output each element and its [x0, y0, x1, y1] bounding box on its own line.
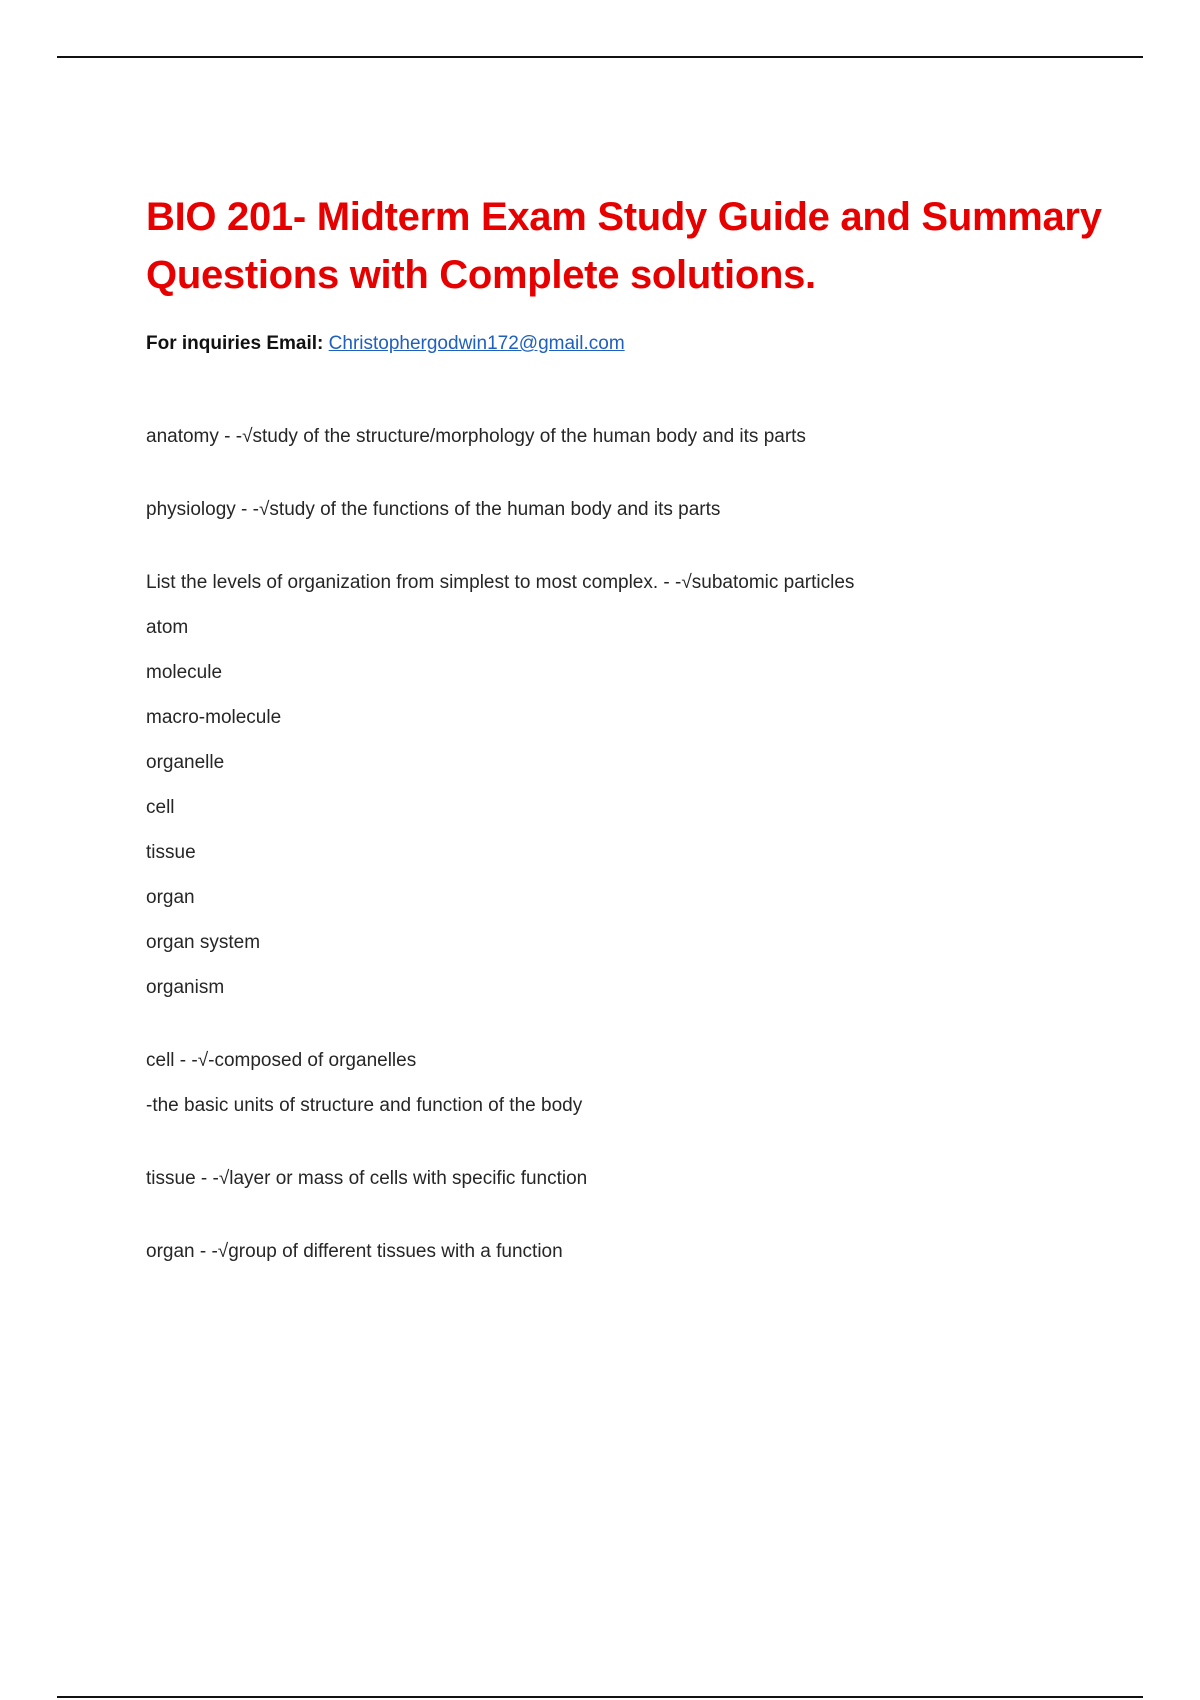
qa-entry: [146, 571, 1106, 1000]
qa-entry: [146, 1240, 1106, 1264]
qa-term-line: tissue - -√layer or mass of cells with specific function: [146, 1168, 588, 1189]
qa-answer-line: organism: [146, 977, 225, 998]
qa-term-line: List the levels of organization from simplest to most complex. - -√subatomic particles: [146, 572, 855, 593]
footer-rule: [57, 1696, 1143, 1698]
qa-term-line: cell - -√-composed of organelles: [146, 1050, 417, 1071]
qa-entry: [146, 1049, 1106, 1118]
qa-answer-line: organelle: [146, 752, 225, 773]
qa-entry: [146, 425, 1106, 449]
qa-term-line: physiology - -√study of the functions of the human body and its parts: [146, 499, 721, 520]
contact-label: For inquiries Email:: [146, 333, 324, 354]
qa-answer-line: organ: [146, 887, 195, 908]
qa-answer-line: cell: [146, 797, 175, 818]
qa-answer-line: molecule: [146, 662, 223, 683]
qa-term-line: anatomy - -√study of the structure/morphology of the human body and its parts: [146, 426, 806, 447]
qa-answer-line: macro-molecule: [146, 707, 282, 728]
qa-answer-line: -the basic units of structure and function of the body: [146, 1095, 583, 1116]
document-page: [146, 188, 1106, 1285]
qa-entry: [146, 498, 1106, 522]
qa-answer-line: tissue: [146, 842, 196, 863]
qa-answer-line: atom: [146, 617, 189, 638]
contact-email-link[interactable]: Christophergodwin172@gmail.com: [328, 333, 625, 354]
qa-list: [146, 425, 1106, 1264]
contact-line: [146, 332, 1106, 356]
header-rule: [57, 56, 1143, 58]
qa-answer-line: organ system: [146, 932, 261, 953]
qa-term-line: organ - -√group of different tissues with a function: [146, 1241, 563, 1262]
document-title: BIO 201- Midterm Exam Study Guide and Summary Questions with Complete solutions.: [146, 195, 1102, 297]
qa-entry: [146, 1167, 1106, 1191]
